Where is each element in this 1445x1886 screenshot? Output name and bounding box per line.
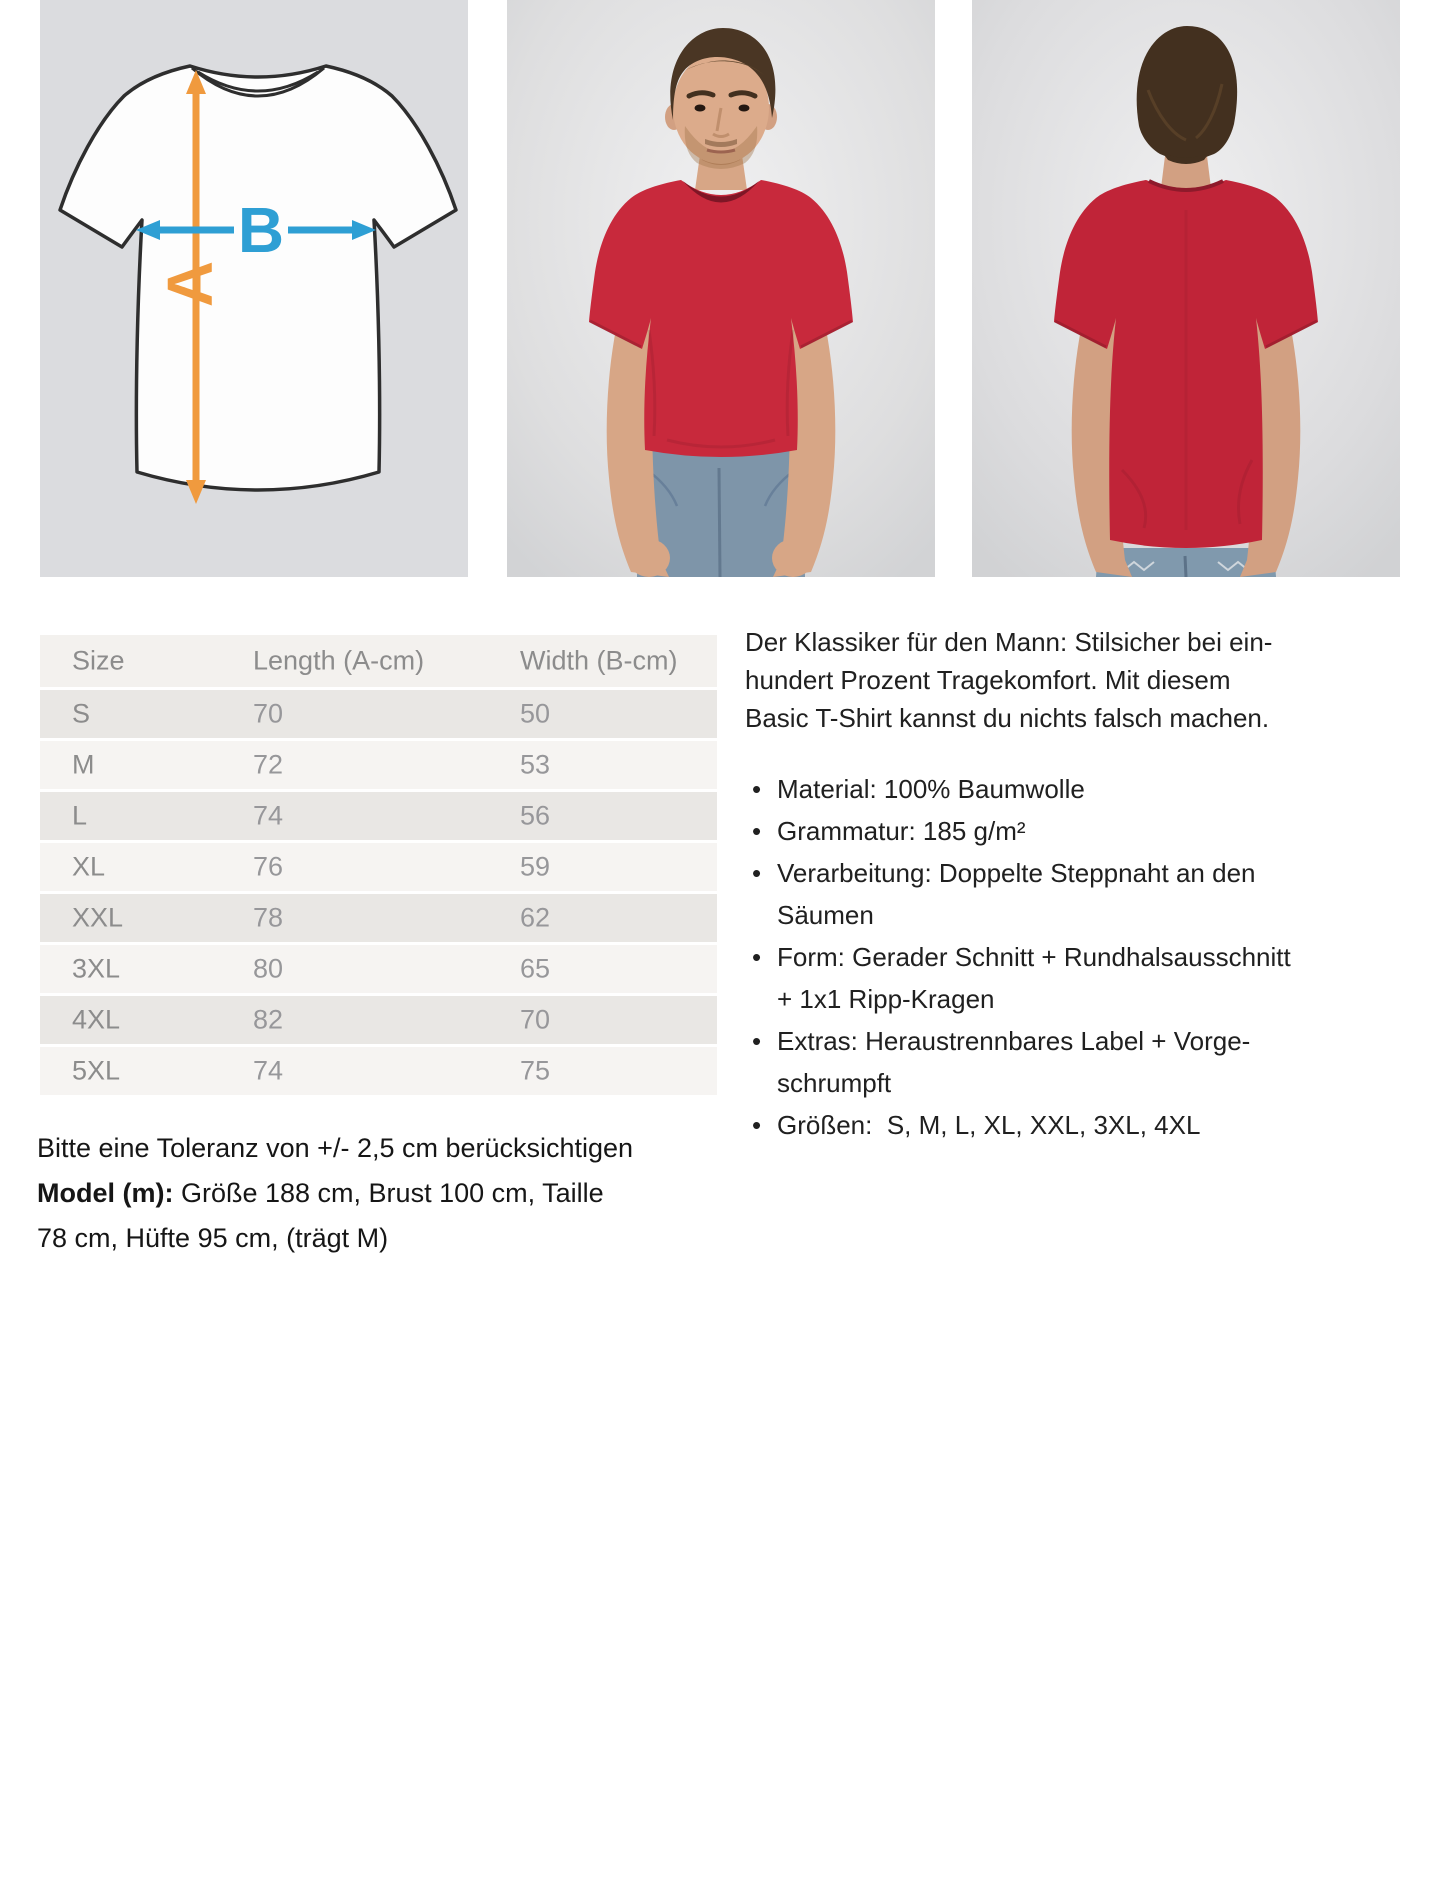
- feature-line: Verarbeitung: Doppelte Steppnaht an den: [777, 858, 1256, 888]
- intro-line: Basic T-Shirt kannst du nichts falsch machen.: [745, 703, 1270, 733]
- model-note-line1: Größe 188 cm, Brust 100 cm, Taille: [173, 1178, 604, 1208]
- size-table: [40, 635, 717, 1095]
- eye-left: [695, 105, 706, 112]
- tolerance-note: Bitte eine Toleranz von +/- 2,5 cm berücksichtigen: [37, 1133, 634, 1163]
- model-front-photo: [507, 0, 935, 577]
- bullet-icon: •: [752, 942, 762, 972]
- feature-verarbeitung: [745, 852, 1256, 936]
- feature-line: Extras: Heraustrennbares Label + Vorge-: [777, 1026, 1251, 1056]
- col-header-size: Size: [72, 645, 125, 676]
- table-row: [40, 942, 717, 993]
- size-diagram-image: [40, 0, 468, 577]
- cell-width: 75: [520, 1055, 551, 1086]
- cell-size: XL: [72, 851, 106, 882]
- feature-line: Grammatur: 185 g/m²: [777, 816, 1026, 846]
- col-header-length: Length (A-cm): [253, 645, 425, 676]
- cell-length: 80: [253, 953, 284, 984]
- cell-size: S: [72, 698, 91, 729]
- cell-size: XXL: [72, 902, 124, 933]
- intro-line: hundert Prozent Tragekomfort. Mit diesem: [745, 665, 1231, 695]
- cell-length: 72: [253, 749, 284, 780]
- feature-extras: [745, 1020, 1251, 1104]
- cell-length: 76: [253, 851, 284, 882]
- label-a: A: [154, 260, 226, 308]
- feature-form: [745, 936, 1291, 1020]
- cell-size: M: [72, 749, 95, 780]
- model-back-photo: [972, 0, 1400, 577]
- feature-line: Säumen: [777, 900, 874, 930]
- tshirt-measure-diagram: [40, 0, 468, 577]
- model-note-line2: 78 cm, Hüfte 95 cm, (trägt M): [37, 1223, 389, 1253]
- table-row: [40, 891, 717, 942]
- bullet-icon: •: [752, 1026, 762, 1056]
- feature-line: Größen: S, M, L, XL, XXL, 3XL, 4XL: [777, 1110, 1201, 1140]
- description-intro: [745, 623, 1273, 737]
- cell-width: 59: [520, 851, 551, 882]
- cell-width: 62: [520, 902, 551, 933]
- measurement-notes: [37, 1126, 637, 1261]
- table-row: [40, 840, 717, 891]
- cell-width: 53: [520, 749, 551, 780]
- model-front-figure: [507, 0, 935, 577]
- cell-width: 56: [520, 800, 551, 831]
- model-note: [37, 1171, 637, 1261]
- cell-length: 70: [253, 698, 284, 729]
- head-back: [1137, 26, 1237, 164]
- product-description: [745, 623, 1291, 1146]
- table-row: [40, 687, 717, 738]
- cell-size: 5XL: [72, 1055, 121, 1086]
- cell-width: 50: [520, 698, 551, 729]
- cell-size: L: [72, 800, 88, 831]
- feature-grammatur: [745, 810, 1185, 852]
- cell-length: 74: [253, 800, 284, 831]
- bullet-icon: •: [752, 774, 762, 804]
- feature-line: schrumpft: [777, 1068, 892, 1098]
- table-row: [40, 1044, 717, 1095]
- cell-size: 4XL: [72, 1004, 121, 1035]
- feature-material: [745, 768, 1185, 810]
- cell-width: 70: [520, 1004, 551, 1035]
- model-back-figure: [972, 0, 1400, 577]
- feature-line: Material: 100% Baumwolle: [777, 774, 1085, 804]
- feature-groessen: [745, 1104, 1201, 1146]
- intro-line: Der Klassiker für den Mann: Stilsicher bei ein-: [745, 627, 1273, 657]
- cell-size: 3XL: [72, 953, 121, 984]
- feature-list: [745, 768, 1291, 1146]
- cell-width: 65: [520, 953, 551, 984]
- label-b: B: [237, 194, 285, 266]
- cell-length: 74: [253, 1055, 284, 1086]
- size-table-header: [40, 635, 717, 687]
- table-row: [40, 789, 717, 840]
- cell-length: 82: [253, 1004, 284, 1035]
- table-row: [40, 993, 717, 1044]
- col-header-width: Width (B-cm): [520, 645, 678, 676]
- table-row: [40, 738, 717, 789]
- bullet-icon: •: [752, 816, 762, 846]
- eye-right: [739, 105, 750, 112]
- feature-line: Form: Gerader Schnitt + Rundhalsausschnitt: [777, 942, 1291, 972]
- bullet-icon: •: [752, 1110, 762, 1140]
- cell-length: 78: [253, 902, 284, 933]
- bullet-icon: •: [752, 858, 762, 888]
- feature-line: + 1x1 Ripp-Kragen: [777, 984, 995, 1014]
- model-note-label: Model (m):: [37, 1178, 174, 1208]
